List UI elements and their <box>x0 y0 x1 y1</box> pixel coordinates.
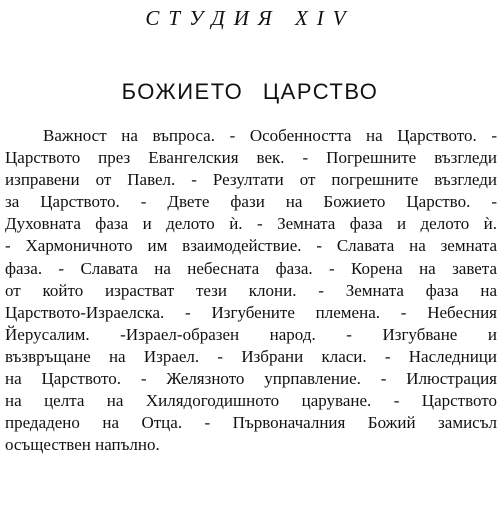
synopsis-line: на целта на Хилядогодишното царуване. - Царството <box>5 391 497 411</box>
synopsis-line: Царството-Израелска. - Изгубените племена. - Небесния <box>5 302 497 322</box>
synopsis-line: Важност на въпроса. - Особенността на Царството. - <box>43 126 497 145</box>
synopsis-line: предадено на Отца. - Първоначалния Божий замисъл <box>5 413 497 433</box>
synopsis-line: Духовната фаза и делото ѝ. - Земната фаза и делото ѝ. <box>5 214 497 234</box>
synopsis-line: за Царството. - Двете фази на Божието Царство. - <box>5 192 497 212</box>
chapter-synopsis <box>5 125 497 456</box>
synopsis-line: Йерусалим. -Израел-образен народ. - Изгубване и <box>5 324 497 344</box>
synopsis-line: на Царството. - Желязното упрпавление. - Илюстрация <box>5 369 497 389</box>
synopsis-line: от който израстват тези клони. - Земната фаза на <box>5 280 497 300</box>
synopsis-line: осъществен напълно. <box>5 435 160 455</box>
synopsis-line: възвръщане на Израел. - Избрани класи. - Наследници <box>5 346 497 366</box>
chapter-title: БОЖИЕТО ЦАРСТВО <box>121 79 379 104</box>
study-heading: СТУДИЯ XIV <box>145 6 355 30</box>
synopsis-line: Царството през Евангелския век. - Погрешните възгледи <box>5 148 497 168</box>
synopsis-line: фаза. - Славата на небесната фаза. - Корена на завета <box>5 258 497 278</box>
synopsis-line: - Хармоничното им взаимодействие. - Славата на земната <box>5 236 497 256</box>
synopsis-line: изправени от Павел. - Резултати от погрешните възгледи <box>5 170 497 190</box>
